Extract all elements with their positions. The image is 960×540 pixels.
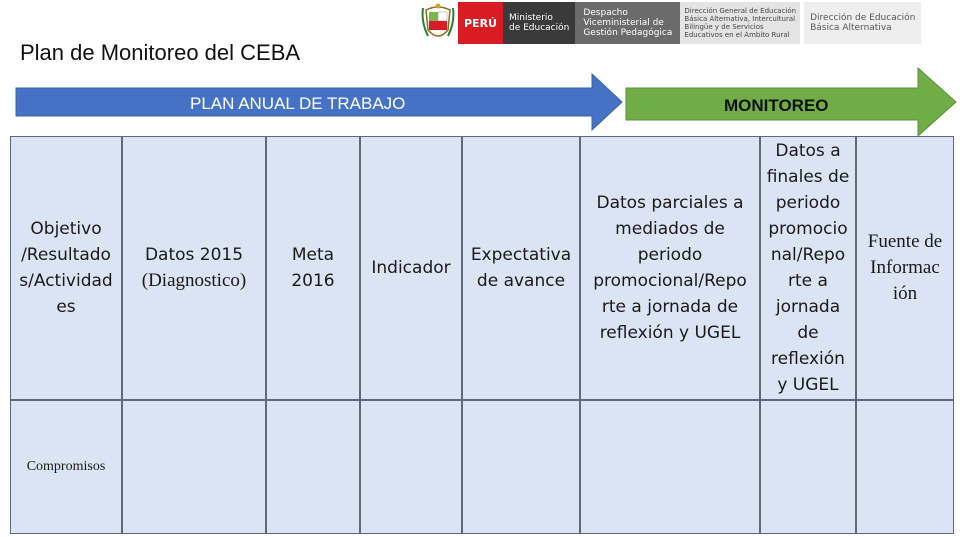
row2-datos-2015 [122, 400, 266, 534]
despacho-label: Despacho Viceministerial de Gestión Pedagógica [575, 2, 680, 44]
col-expectativa: Expectativa de avance [462, 136, 580, 400]
plan-arrow-label: PLAN ANUAL DE TRABAJO [190, 94, 406, 113]
direccion-general-label: Dirección General de Educación Básica Alternativa, Intercultural Bilingüe y de Servicios Educativos en el Ámbito Rural [680, 2, 800, 44]
col-objetivo: Objetivo /Resultado s/Actividad es [10, 136, 122, 400]
peru-label: PERÚ [458, 2, 503, 44]
direccion-eba-label: Dirección de Educación Básica Alternativa [804, 2, 921, 44]
row-compromisos: Compromisos [10, 400, 122, 534]
col-datos-2015: Datos 2015 (Diagnostico) [122, 136, 266, 400]
col-indicador: Indicador [360, 136, 462, 400]
header-logos [420, 2, 921, 44]
col-datos-finales: Datos a finales de periodo promocio nal/Repo rte a jornada de reflexión y UGEL [760, 136, 856, 400]
ministerio-label: Ministerio de Educación [503, 2, 575, 44]
row2-indicador [360, 400, 462, 534]
monitoreo-arrow-label: MONITOREO [724, 96, 829, 115]
col-fuente: Fuente de Informac ión [856, 136, 954, 400]
page-title: Plan de Monitoreo del CEBA [20, 40, 301, 65]
row2-datos-parciales [580, 400, 760, 534]
col-meta: Meta 2016 [266, 136, 360, 400]
col-datos-parciales: Datos parciales a mediados de periodo promocional/Repo rte a jornada de reflexión y UGEL [580, 136, 760, 400]
row2-fuente [856, 400, 954, 534]
monitoring-table [8, 134, 956, 536]
row2-expectativa [462, 400, 580, 534]
row2-meta [266, 400, 360, 534]
row2-datos-finales [760, 400, 856, 534]
coat-of-arms-icon [420, 2, 456, 44]
